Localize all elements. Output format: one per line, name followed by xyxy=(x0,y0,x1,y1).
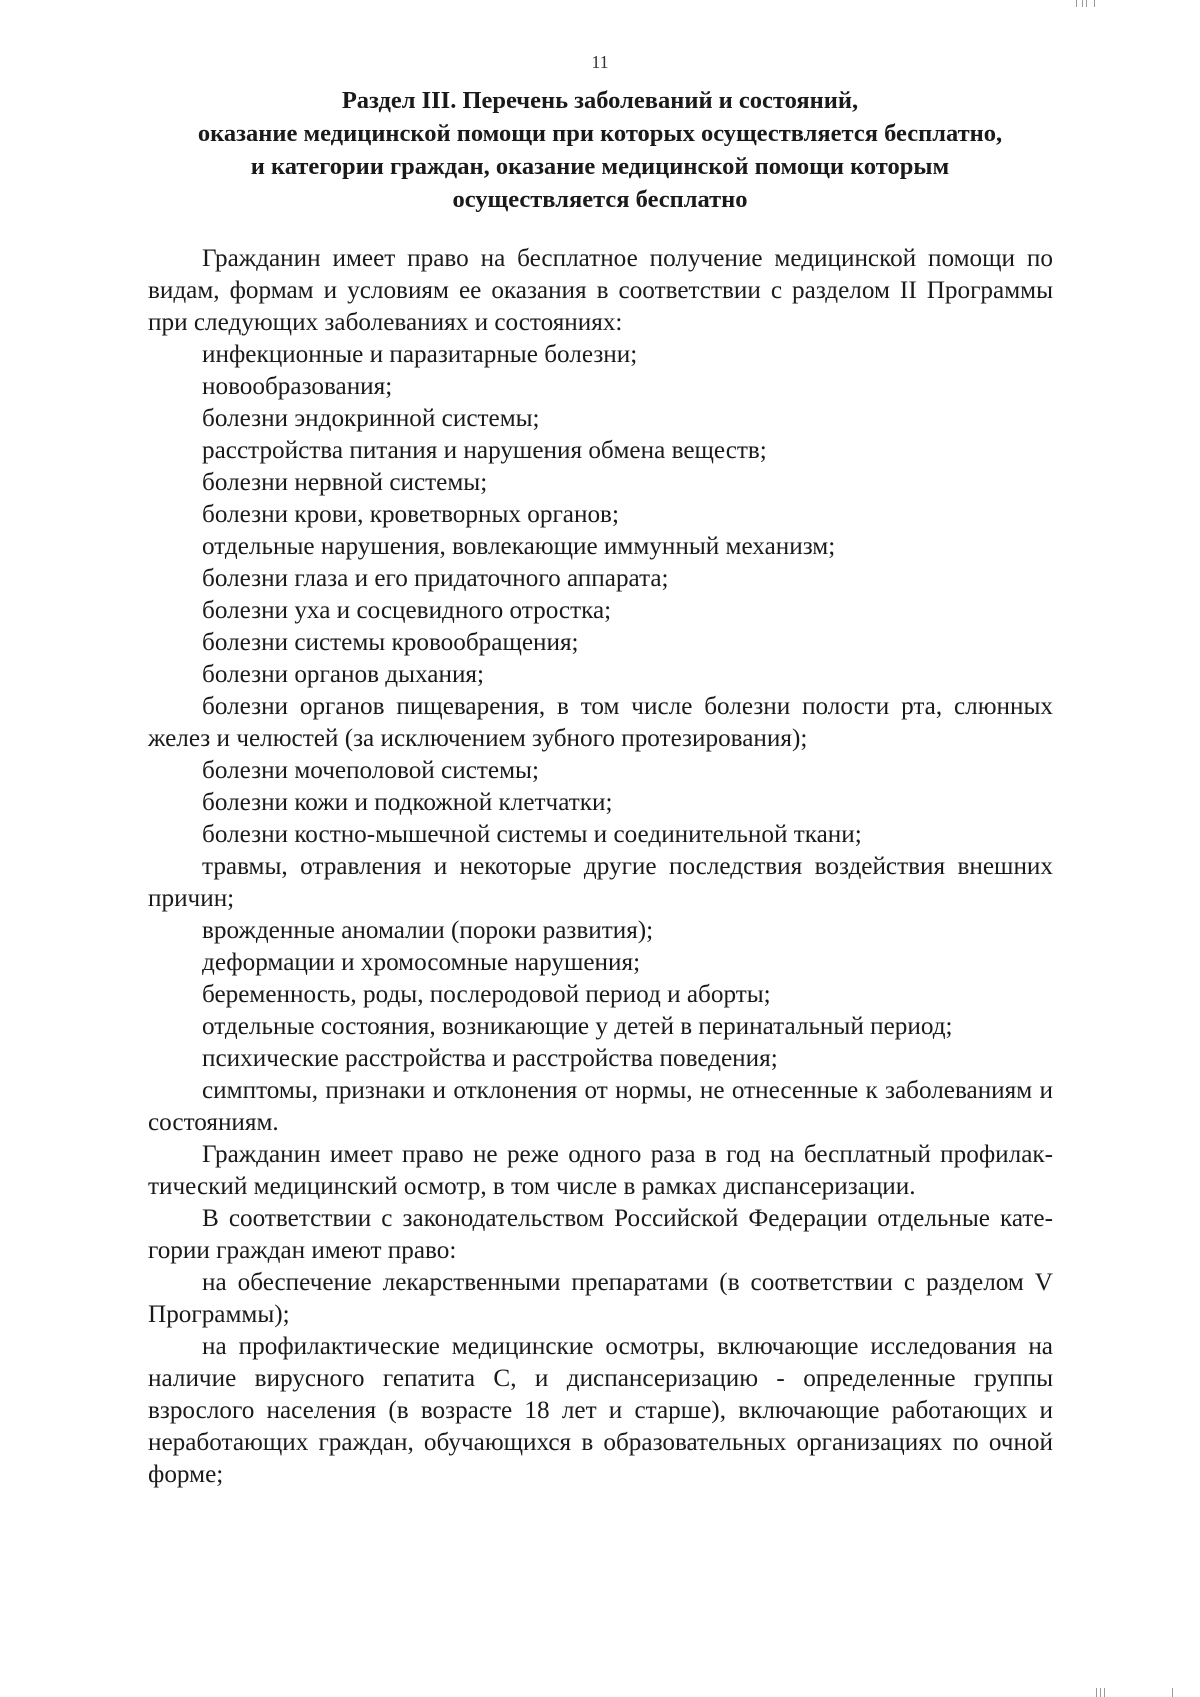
condition-item: болезни костно-мышечной системы и соединительной ткани; xyxy=(202,821,862,848)
condition-item: болезни нервной системы; xyxy=(202,469,488,496)
condition-item: новообразования; xyxy=(202,373,393,400)
body-text xyxy=(148,243,1053,1491)
condition-item: инфекционные и паразитарные болезни; xyxy=(202,341,638,368)
scan-artifact xyxy=(1094,0,1095,7)
section-title-line: оказание медицинской помощи при которых осуществляется бесплатно, xyxy=(197,120,1003,147)
condition-item: беременность, роды, послеродовой период и аборты; xyxy=(202,981,771,1008)
condition-item: болезни эндокринной системы; xyxy=(202,405,540,432)
scan-artifact xyxy=(1082,0,1083,7)
condition-item: симптомы, признаки и отклонения от нормы, не отнесенные к заболеваниям и состояниям. xyxy=(148,1077,1053,1136)
section-title-line: осуществляется бесплатно xyxy=(452,186,748,213)
condition-item: болезни уха и сосцевидного отростка; xyxy=(202,597,612,624)
section-title-line: и категории граждан, оказание медицинской помощи которым xyxy=(250,153,950,180)
condition-item: болезни органов дыхания; xyxy=(202,661,485,688)
scan-artifact xyxy=(1096,1688,1097,1697)
condition-item: болезни системы кровообращения; xyxy=(202,629,579,656)
condition-item: болезни кожи и подкожной клетчатки; xyxy=(202,789,613,816)
scan-artifact xyxy=(1100,1688,1101,1697)
condition-item: врожденные аномалии (пороки развития); xyxy=(202,917,654,944)
conditions-list xyxy=(148,339,1053,1139)
scan-artifact xyxy=(1076,0,1077,7)
section-title-line: Раздел III. Перечень заболеваний и состояний, xyxy=(341,87,859,114)
right-item: на профилактические медицинские осмотры, включающие исследования на наличие вирусного гепатита С, и диспансеризацию - определенные группы взрослого населения (в возрасте 18 лет и старше), включающие работающих и неработающих граждан, обучающихся в образовательных организациях по очной форме; xyxy=(148,1333,1053,1488)
condition-item: болезни мочеполовой системы; xyxy=(202,757,539,784)
condition-item: отдельные нарушения, вовлекающие иммунный механизм; xyxy=(202,533,836,560)
scan-artifact xyxy=(1086,0,1087,7)
condition-item: болезни глаза и его придаточного аппарата; xyxy=(202,565,669,592)
condition-item: травмы, отравления и некоторые другие последствия воздействия внешних причин; xyxy=(148,853,1053,912)
rights-list xyxy=(148,1267,1053,1491)
condition-item: расстройства питания и нарушения обмена веществ; xyxy=(202,437,767,464)
scan-artifact xyxy=(1172,1688,1173,1697)
condition-item: отдельные состояния, возникающие у детей в перинатальный период; xyxy=(202,1013,953,1040)
right-item: на обеспечение лекарственными препаратами (в соответствии с разделом V Программы); xyxy=(148,1269,1053,1328)
condition-item: деформации и хромосомные нарушения; xyxy=(202,949,641,976)
condition-item: психические расстройства и расстройства поведения; xyxy=(202,1045,778,1072)
checkup-paragraph: Гражданин имеет право не реже одного раза в год на бесплатный профилак-тический медицинский осмотр, в том числе в рамках диспансеризации. xyxy=(148,1141,1053,1200)
intro-paragraph: Гражданин имеет право на бесплатное получение медицинской помощи по видам, формам и условиям ее оказания в соответствии с разделом II Программы при следующих заболеваниях и состояниях: xyxy=(148,245,1053,336)
section-title xyxy=(148,84,1052,216)
page-number: 11 xyxy=(591,52,609,72)
condition-item: болезни крови, кроветворных органов; xyxy=(202,501,619,528)
categories-intro: В соответствии с законодательством Российской Федерации отдельные кате-гории граждан имеют право: xyxy=(148,1205,1053,1264)
condition-item: болезни органов пищеварения, в том числе болезни полости рта, слюнных желез и челюстей (за исключением зубного протезирования); xyxy=(148,693,1053,752)
scan-artifact xyxy=(1104,1688,1105,1697)
